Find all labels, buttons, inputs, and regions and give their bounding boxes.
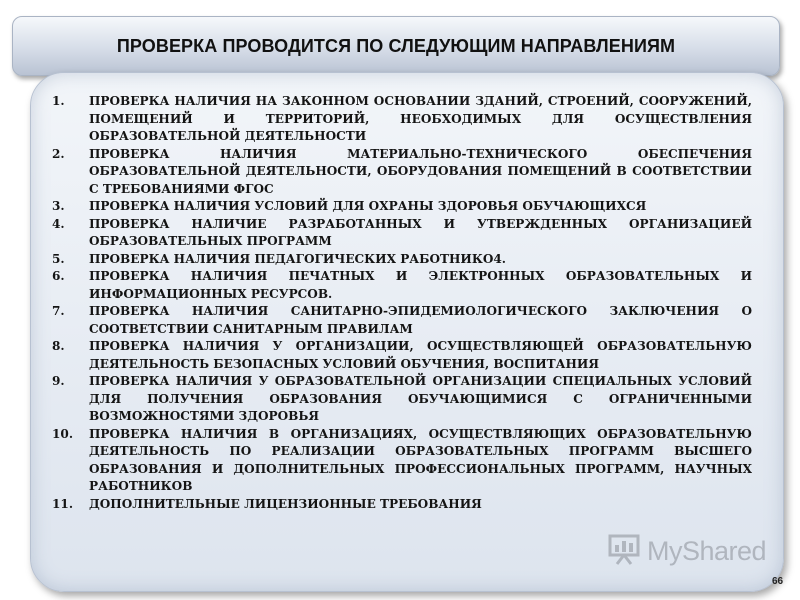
list-item — [52, 303, 752, 338]
slide-title: ПРОВЕРКА ПРОВОДИТСЯ ПО СЛЕДУЮЩИМ НАПРАВЛЕНИЯМ — [116, 35, 676, 56]
presentation-board-icon — [607, 532, 641, 570]
list-item — [52, 146, 752, 199]
list-item — [52, 268, 752, 303]
watermark-text: MyShared — [647, 535, 767, 566]
item-text: ПРОВЕРКА НАЛИЧИЯ У ОРГАНИЗАЦИИ, ОСУЩЕСТВЛЯЮЩЕЙ ОБРАЗОВАТЕЛЬНУЮ ДЕЯТЕЛЬНОСТЬ БЕЗОПАСНЫХ УСЛОВИЙ ОБУЧЕНИЯ, ВОСПИТАНИЯ — [89, 339, 752, 371]
item-text: ПРОВЕРКА НАЛИЧИЯ ПЕЧАТНЫХ И ЭЛЕКТРОННЫХ ОБРАЗОВАТЕЛЬНЫХ И ИНФОРМАЦИОННЫХ РЕСУРСОВ. — [89, 269, 752, 301]
list-item — [52, 426, 752, 496]
item-number: 10. — [52, 426, 74, 441]
list-item — [52, 198, 752, 216]
item-text: ПРОВЕРКА НАЛИЧИЕ РАЗРАБОТАННЫХ И УТВЕРЖДЕННЫХ ОРГАНИЗАЦИЕЙ ОБРАЗОВАТЕЛЬНЫХ ПРОГРАММ — [89, 216, 752, 248]
item-text: ПРОВЕРКА НАЛИЧИЯ УСЛОВИЙ ДЛЯ ОХРАНЫ ЗДОРОВЬЯ ОБУЧАЮЩИХСЯ — [89, 199, 647, 213]
requirements-list — [52, 93, 752, 513]
item-text: ПРОВЕРКА НАЛИЧИЯ НА ЗАКОННОМ ОСНОВАНИИ ЗДАНИЙ, СТРОЕНИЙ, СООРУЖЕНИЙ, ПОМЕЩЕНИЙ И ТЕРРИТОРИЙ, НЕОБХОДИМЫХ ДЛЯ ОСУЩЕСТВЛЕНИЯ ОБРАЗОВАТЕЛЬНОЙ ДЕЯТЕЛЬНОСТИ — [89, 94, 752, 143]
page-number: 66 — [772, 576, 784, 587]
list-item — [52, 373, 752, 426]
list-item — [52, 251, 752, 269]
list-item — [52, 496, 752, 514]
item-number: 1. — [52, 94, 65, 108]
list-item — [52, 338, 752, 373]
item-number: 6. — [52, 269, 65, 283]
slide-title-bar — [12, 16, 780, 76]
item-number: 8. — [52, 339, 65, 353]
list-item — [52, 216, 752, 251]
item-number: 7. — [52, 304, 65, 318]
item-number: 3. — [52, 199, 65, 213]
item-number: 9. — [52, 374, 65, 388]
item-number: 5. — [52, 251, 65, 266]
watermark-logo — [607, 534, 766, 568]
item-text: ДОПОЛНИТЕЛЬНЫЕ ЛИЦЕНЗИОННЫЕ ТРЕБОВАНИЯ — [89, 496, 482, 511]
item-text: ПРОВЕРКА НАЛИЧИЯ У ОБРАЗОВАТЕЛЬНОЙ ОРГАНИЗАЦИИ СПЕЦИАЛЬНЫХ УСЛОВИЙ ДЛЯ ПОЛУЧЕНИЯ ОБРАЗОВАНИЯ ОБУЧАЮЩИМИСЯ С ОГРАНИЧЕННЫМИ ВОЗМОЖНОСТЯМИ ЗДОРОВЬЯ — [89, 374, 752, 423]
item-text: ПРОВЕРКА НАЛИЧИЯ В ОРГАНИЗАЦИЯХ, ОСУЩЕСТВЛЯЮЩИХ ОБРАЗОВАТЕЛЬНУЮ ДЕЯТЕЛЬНОСТЬ ПО РЕАЛИЗАЦИИ ОБРАЗОВАТЕЛЬНЫХ ПРОГРАММ ВЫСШЕГО ОБРАЗОВАНИЯ И ДОПОЛНИТЕЛЬНЫХ ПРОФЕССИОНАЛЬНЫХ ПРОГРАММ, НАУЧНЫХ РАБОТНИКОВ — [89, 426, 752, 493]
item-number: 11. — [52, 496, 74, 511]
list-item — [52, 93, 752, 146]
item-number: 2. — [52, 146, 65, 161]
item-number: 4. — [52, 216, 65, 231]
item-text: ПРОВЕРКА НАЛИЧИЯ ПЕДАГОГИЧЕСКИХ РАБОТНИКО4. — [89, 251, 507, 266]
item-text: ПРОВЕРКА НАЛИЧИЯ САНИТАРНО-ЭПИДЕМИОЛОГИЧЕСКОГО ЗАКЛЮЧЕНИЯ О СООТВЕТСТВИИ САНИТАРНЫМ ПРАВИЛАМ — [89, 304, 752, 336]
item-text: ПРОВЕРКА НАЛИЧИЯ МАТЕРИАЛЬНО-ТЕХНИЧЕСКОГО ОБЕСПЕЧЕНИЯ ОБРАЗОВАТЕЛЬНОЙ ДЕЯТЕЛЬНОСТИ, ОБОРУДОВАНИЯ ПОМЕЩЕНИЙ В СООТВЕТСТВИИ С ТРЕБОВАНИЯМИ ФГОС — [89, 146, 752, 196]
